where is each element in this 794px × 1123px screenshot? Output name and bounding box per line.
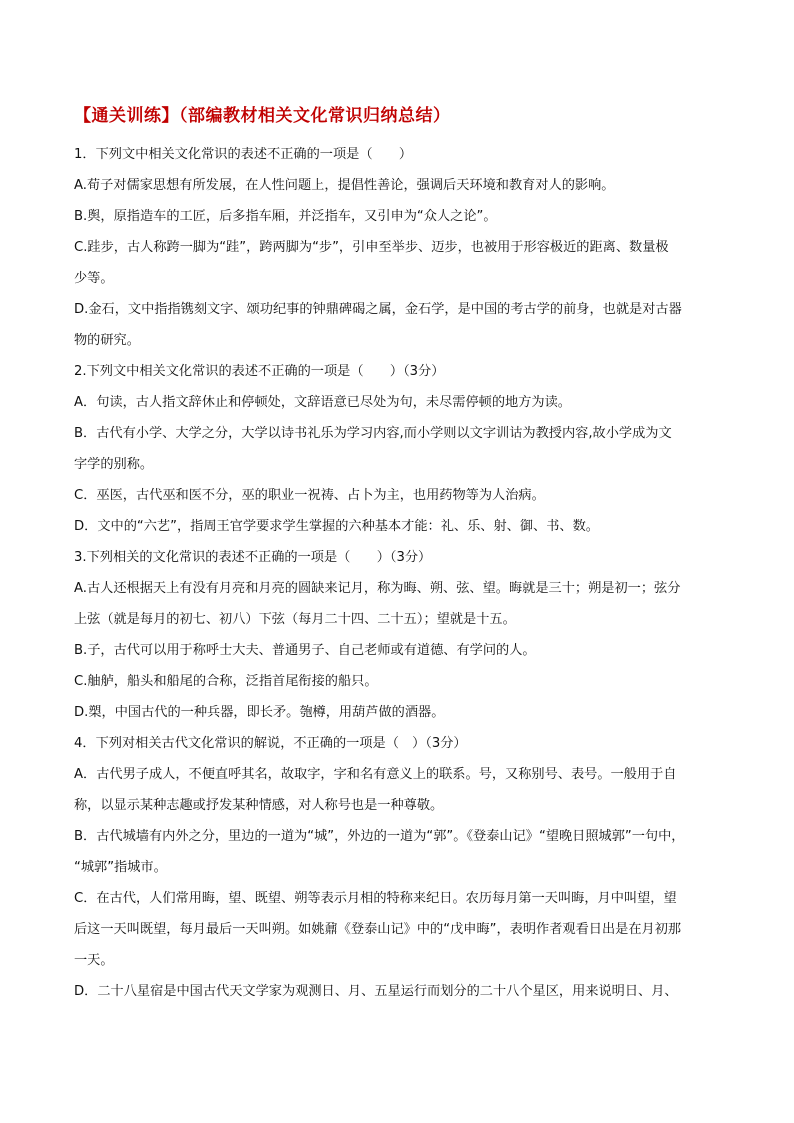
question-4-option-c: C．在古代，人们常用晦，望、既望、朔等表示月相的特称来纪日。农历每月第一天叫晦，月中叫望，望 [74, 891, 677, 906]
question-3-option-b: B.子，古代可以用于称呼士大夫、普通男子、自己老师或有道德、有学问的人。 [74, 643, 536, 658]
question-2-option-c: C．巫医，古代巫和医不分，巫的职业一祝祷、占卜为主，也用药物等为人治病。 [74, 488, 545, 503]
section-title: 【通关训练】（部编教材相关文化常识归纳总结） [74, 106, 451, 126]
question-2-option-d: D．文中的“六艺”，指周王官学要求学生掌握的六种基本才能：礼、乐、射、御、书、数。 [74, 519, 599, 534]
question-3-option-d: D.槊，中国古代的一种兵器，即长矛。匏樽，用葫芦做的酒器。 [74, 705, 445, 720]
question-2-option-b: B．古代有小学、大学之分，大学以诗书礼乐为学习内容,而小学则以文字训诂为教授内容,故小学成为文 [74, 426, 672, 441]
question-4-option-d: D．二十八星宿是中国古代天文学家为观测日、月、五星运行而划分的二十八个星区，用来说明日、月、 [74, 984, 678, 999]
question-3-option-c: C.舳舻，船头和船尾的合称，泛指首尾衔接的船只。 [74, 674, 378, 689]
question-1-stem: 1．下列文中相关文化常识的表述不正确的一项是（ ） [74, 147, 413, 162]
question-4-option-b: B．古代城墙有内外之分，里边的一道为“城”，外边的一道为“郭”。《登泰山记》“望晚日照城郭”一句中， [74, 829, 685, 844]
question-4-option-a-cont: 称，以显示某种志趣或抒发某种情感，对人称号也是一种尊敬。 [74, 798, 444, 813]
question-1-option-c: C.跬步，古人称跨一脚为“跬”，跨两脚为“步”，引申至举步、迈步，也被用于形容极近的距离、数量极 [74, 240, 669, 255]
question-2-option-a: A．句读，古人指文辞休止和停顿处，文辞语意已尽处为句，未尽需停顿的地方为读。 [74, 395, 571, 410]
question-2-option-b-cont: 字学的别称。 [74, 457, 154, 472]
question-4-option-b-cont: “城郭”指城市。 [74, 860, 167, 875]
question-4-option-c-cont2: 一天。 [74, 953, 114, 968]
question-3-stem: 3.下列相关的文化常识的表述不正确的一项是（ ）（3分） [74, 550, 432, 565]
question-3-option-a: A.古人还根据天上有没有月亮和月亮的圆缺来记月，称为晦、朔、弦、望。晦就是三十；朔是初一；弦分 [74, 581, 681, 596]
question-4-option-c-cont: 后这一天叫既望，每月最后一天叫朔。如姚鼐《登泰山记》中的“戊申晦”，表明作者观看日出是在月初那 [74, 922, 682, 937]
question-3-option-a-cont: 上弦（就是每月的初七、初八）下弦（每月二十四、二十五）；望就是十五。 [74, 612, 516, 627]
question-content [74, 143, 722, 1011]
question-1-option-b: B.舆，原指造车的工匠，后多指车厢，并泛指车，又引申为“众人之论”。 [74, 209, 497, 224]
question-1-option-a: A.荀子对儒家思想有所发展，在人性问题上，提倡性善论，强调后天环境和教育对人的影响。 [74, 178, 615, 193]
question-1-option-d: D.金石，文中指指镌刻文字、颂功纪事的钟鼎碑碣之属，金石学，是中国的考古学的前身，也就是对古器 [74, 302, 682, 317]
question-4-option-a: A．古代男子成人，不便直呼其名，故取字，字和名有意义上的联系。号，又称别号、表号。一般用于自 [74, 767, 677, 782]
question-1-option-d-cont: 物的研究。 [74, 333, 140, 348]
question-4-stem: 4．下列对相关古代文化常识的解说，不正确的一项是（ ）（3分） [74, 736, 467, 751]
question-2-stem: 2.下列文中相关文化常识的表述不正确的一项是（ ）（3分） [74, 364, 445, 379]
question-1-option-c-cont: 少等。 [74, 271, 114, 286]
